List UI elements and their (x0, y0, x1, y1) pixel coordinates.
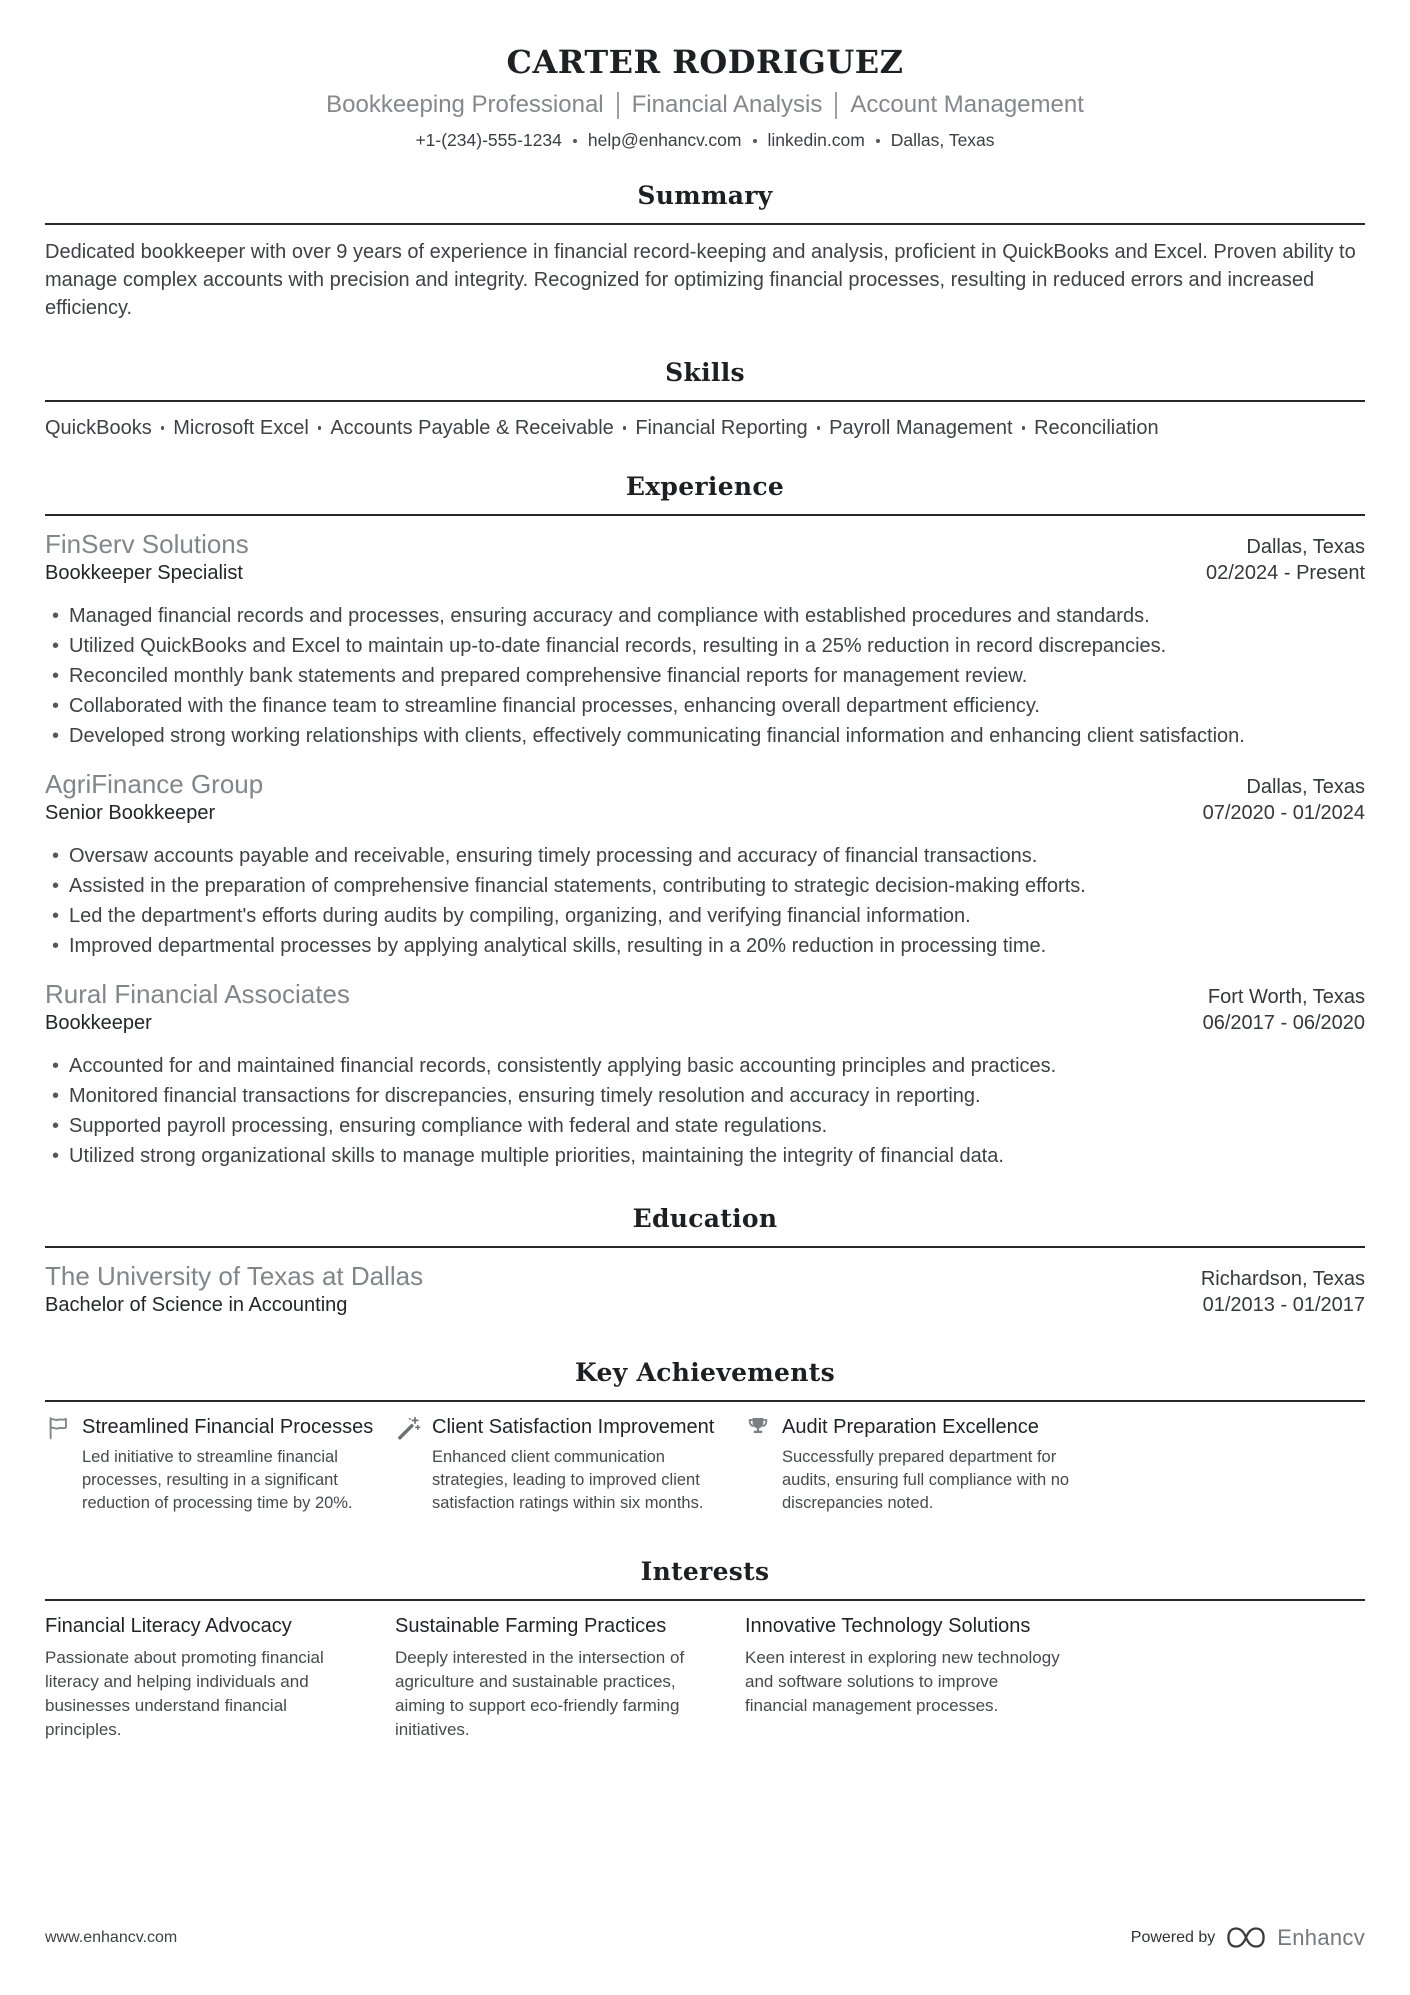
education-degree-row (45, 1292, 1365, 1318)
page-footer (45, 1924, 1365, 1951)
headline-separator (835, 92, 837, 119)
key-achievements-heading: Key Achievements (575, 1358, 835, 1387)
experience-heading: Experience (625, 472, 785, 501)
bullet-item: • Accounted for and maintained financial records, consistently applying basic accounting principles and practices. (45, 1052, 1365, 1080)
job-dates: 02/2024 - Present (1206, 562, 1365, 584)
summary-heading: Summary (637, 181, 773, 210)
interests-heading: Interests (640, 1557, 770, 1586)
education-section (45, 1204, 1365, 1318)
interest-item (395, 1614, 713, 1742)
skill-item: Accounts Payable & Receivable (330, 417, 614, 439)
powered-by-label: Powered by (1130, 1928, 1216, 1946)
footer-website: www.enhancv.com (45, 1928, 178, 1946)
interest-title: Innovative Technology Solutions (745, 1615, 1031, 1637)
skills-list (45, 416, 1365, 440)
company-name: AgriFinance Group (45, 769, 264, 799)
achievements-grid (45, 1415, 1365, 1515)
company-name: Rural Financial Associates (45, 979, 350, 1009)
email-address: help@enhancv.com (587, 130, 742, 150)
section-divider (45, 1599, 1365, 1601)
job-title: Senior Bookkeeper (45, 802, 216, 824)
interests-grid (45, 1614, 1365, 1742)
bullet-item: • Oversaw accounts payable and receivable, ensuring timely processing and accuracy of financial transactions. (45, 842, 1365, 870)
job-title: Bookkeeper Specialist (45, 562, 243, 584)
skill-item: Microsoft Excel (173, 417, 309, 439)
education-heading: Education (632, 1204, 778, 1233)
achievement-title: Audit Preparation Excellence (782, 1416, 1039, 1438)
job-header (45, 768, 1365, 800)
skill-item: Financial Reporting (635, 417, 808, 439)
achievement-description: Led initiative to streamline financial processes, resulting in a significant reduction of processing time by 20%. (82, 1448, 353, 1512)
achievement-description: Enhanced client communication strategies, leading to improved client satisfaction ratings within six months. (432, 1448, 704, 1512)
skill-item: Reconciliation (1034, 417, 1159, 439)
candidate-name: CARTER RODRIGUEZ (506, 43, 904, 81)
wand-icon (395, 1415, 421, 1441)
summary-text: Dedicated bookkeeper with over 9 years of experience in financial record-keeping and analysis, proficient in QuickBooks and Excel. Proven ability to manage complex accounts with precision and integrity. Recognized for optimizing financial processes, resulting in reduced errors and increased efficiency. (45, 241, 1356, 319)
bullet-item: • Reconciled monthly bank statements and prepared comprehensive financial reports for management review. (45, 662, 1365, 690)
bullet-item: • Utilized QuickBooks and Excel to maintain up-to-date financial records, resulting in a 25% reduction in record discrepancies. (45, 632, 1365, 660)
achievement-body (82, 1415, 377, 1515)
interests-section (45, 1557, 1365, 1742)
headline (45, 90, 1365, 120)
bullet-item: • Developed strong working relationships with clients, effectively communicating financial information and enhancing client satisfaction. (45, 722, 1365, 750)
skill-separator (161, 426, 165, 430)
skills-heading: Skills (665, 358, 745, 387)
education-dates: 01/2013 - 01/2017 (1202, 1294, 1365, 1316)
school-location: Richardson, Texas (1200, 1268, 1365, 1290)
job-location: Dallas, Texas (1246, 776, 1365, 798)
bullet-item: • Managed financial records and processes, ensuring accuracy and compliance with established procedures and standards. (45, 602, 1365, 630)
bullet-item: • Collaborated with the finance team to streamline financial processes, enhancing overall department efficiency. (45, 692, 1365, 720)
job-location: Fort Worth, Texas (1207, 986, 1365, 1008)
enhancv-wordmark: Enhancv (1277, 1924, 1365, 1950)
bullet-item: • Assisted in the preparation of comprehensive financial statements, contributing to strategic decision-making efforts. (45, 872, 1365, 900)
contact-separator (573, 139, 577, 143)
interest-title: Financial Literacy Advocacy (45, 1615, 292, 1637)
contact-separator (753, 139, 757, 143)
skill-separator (623, 426, 627, 430)
flag-icon (45, 1415, 71, 1441)
interest-title: Sustainable Farming Practices (395, 1615, 667, 1637)
skills-section (45, 358, 1365, 440)
section-divider (45, 223, 1365, 225)
job-bullets (45, 1052, 1365, 1170)
bullet-item: • Improved departmental processes by applying analytical skills, resulting in a 20% reduction in processing time. (45, 932, 1365, 960)
trophy-icon (745, 1415, 771, 1441)
enhancv-logo-icon (1225, 1924, 1267, 1951)
skill-separator (817, 426, 821, 430)
skill-item: Payroll Management (829, 417, 1013, 439)
job-bullets (45, 602, 1365, 750)
bullet-item: • Led the department's efforts during audits by compiling, organizing, and verifying financial information. (45, 902, 1365, 930)
achievement-item (745, 1415, 1095, 1515)
experience-entry (45, 528, 1365, 750)
job-location: Dallas, Texas (1246, 536, 1365, 558)
bullet-item: • Monitored financial transactions for discrepancies, ensuring timely resolution and accuracy in reporting. (45, 1082, 1365, 1110)
job-role-row (45, 800, 1365, 826)
job-header (45, 528, 1365, 560)
skill-separator (1022, 426, 1026, 430)
linkedin-link: linkedin.com (767, 130, 865, 150)
headline-part-1: Bookkeeping Professional (326, 91, 604, 118)
degree-name: Bachelor of Science in Accounting (45, 1294, 348, 1316)
phone-number: +1-(234)-555-1234 (415, 130, 562, 150)
headline-separator (617, 92, 619, 119)
job-dates: 06/2017 - 06/2020 (1202, 1012, 1365, 1034)
key-achievements-section (45, 1358, 1365, 1515)
headline-part-3: Account Management (850, 91, 1084, 118)
bullet-item: • Utilized strong organizational skills to manage multiple priorities, maintaining the integrity of financial data. (45, 1142, 1365, 1170)
contact-separator (876, 139, 880, 143)
resume-header (45, 42, 1365, 151)
school-name: The University of Texas at Dallas (45, 1261, 424, 1291)
interest-description: Deeply interested in the intersection of agriculture and sustainable practices, aiming to support eco-friendly farming initiatives. (395, 1648, 685, 1739)
achievement-title: Client Satisfaction Improvement (432, 1416, 715, 1438)
job-role-row (45, 560, 1365, 586)
company-name: FinServ Solutions (45, 529, 249, 559)
experience-section (45, 472, 1365, 1170)
interest-description: Passionate about promoting financial literacy and helping individuals and businesses understand financial principles. (45, 1648, 324, 1739)
interest-description: Keen interest in exploring new technology and software solutions to improve financial management processes. (745, 1648, 1060, 1715)
job-bullets (45, 842, 1365, 960)
job-dates: 07/2020 - 01/2024 (1202, 802, 1365, 824)
contact-row (45, 130, 1365, 151)
powered-by-group (1131, 1924, 1365, 1951)
achievement-description: Successfully prepared department for audits, ensuring full compliance with no discrepancies noted. (782, 1448, 1070, 1512)
headline-part-2: Financial Analysis (631, 91, 823, 118)
skill-separator (318, 426, 322, 430)
section-divider (45, 400, 1365, 402)
job-header (45, 978, 1365, 1010)
section-divider (45, 1400, 1365, 1402)
achievement-title: Streamlined Financial Processes (82, 1416, 374, 1438)
section-divider (45, 514, 1365, 516)
achievement-item (45, 1415, 395, 1515)
bullet-item: • Supported payroll processing, ensuring compliance with federal and state regulations. (45, 1112, 1365, 1140)
achievement-body (432, 1415, 727, 1515)
interest-item (45, 1614, 363, 1742)
experience-entry (45, 978, 1365, 1170)
achievement-item (395, 1415, 745, 1515)
interest-item (745, 1614, 1063, 1742)
skill-item: QuickBooks (45, 417, 152, 439)
job-title: Bookkeeper (45, 1012, 152, 1034)
summary-section (45, 181, 1365, 322)
job-role-row (45, 1010, 1365, 1036)
section-divider (45, 1246, 1365, 1248)
education-header (45, 1260, 1365, 1292)
experience-entry (45, 768, 1365, 960)
achievement-body (782, 1415, 1077, 1515)
location-text: Dallas, Texas (890, 130, 995, 150)
